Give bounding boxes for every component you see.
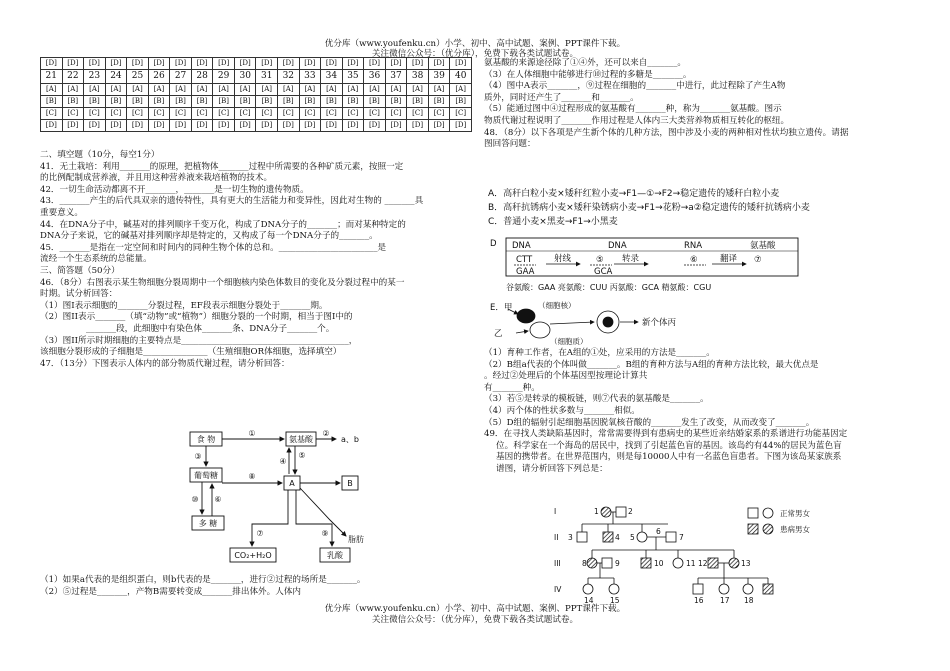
grid-option: [A] — [127, 84, 149, 96]
fig-ctt: CTT — [516, 255, 533, 265]
grid-option: [C] — [342, 108, 364, 120]
grid-option: [B] — [41, 96, 63, 108]
grid-option: [C] — [278, 108, 300, 120]
grid-number: 28 — [191, 70, 213, 84]
grid-option: [C] — [127, 108, 149, 120]
grid-cell: [D] — [84, 58, 106, 70]
q48-sub3: （3）若⑤是转录的模板链，则⑦代表的氨基酸是_______。 — [484, 394, 709, 405]
legend-normal: 正常男女 — [780, 509, 810, 518]
gen-III: III — [554, 559, 561, 568]
grid-option: [D] — [256, 120, 278, 132]
grid-option: [C] — [105, 108, 127, 120]
fig-dna-1: DNA — [512, 241, 531, 251]
q46-sub3-line1: （3）图II所示时期细胞的主要特点是_______________________________________， — [40, 335, 358, 346]
grid-cell: [D] — [321, 58, 343, 70]
label-4: ④ — [279, 457, 287, 466]
metabolism-diagram — [170, 424, 370, 584]
grid-number: 31 — [256, 70, 278, 84]
grid-cell: [D] — [148, 58, 170, 70]
label-1: ① — [248, 429, 256, 438]
fig-cytoplasm: （细胞质） — [550, 337, 588, 346]
grid-option: [D] — [191, 120, 213, 132]
q49-line4: 谱图，请分析回答下列总是： — [496, 463, 608, 474]
gen-II: II — [554, 533, 559, 542]
grid-option: [D] — [385, 120, 407, 132]
q47-cont: 氨基酸的来源途径除了①④外，还可以来自_______。 — [484, 58, 686, 68]
grid-number: 36 — [364, 70, 386, 84]
q48-sub2-line3: 有_______种。 — [484, 382, 540, 393]
grid-number: 22 — [62, 70, 84, 84]
id-18: 18 — [744, 596, 754, 605]
header-line-2: 关注微信公众号：（优分库），免费下载各类试题试卷。 — [371, 49, 579, 59]
grid-option: [C] — [148, 108, 170, 120]
id-7: 7 — [679, 533, 684, 542]
q44-line2: DNA分子来说，它的碱基对排列顺序却是特定的，又构成了每一个DNA分子的_______。 — [40, 231, 378, 242]
grid-cell: [D] — [342, 58, 364, 70]
grid-option: [C] — [62, 108, 84, 120]
grid-number: 33 — [299, 70, 321, 84]
grid-cell: [D] — [213, 58, 235, 70]
id-5: 5 — [630, 533, 635, 542]
grid-option: [D] — [278, 120, 300, 132]
grid-cell: [D] — [299, 58, 321, 70]
grid-option: [B] — [170, 96, 192, 108]
q46-sub1: （1）图I表示细胞的_______分裂过程，EF段表示细胞分裂处于_______期。 — [40, 300, 328, 311]
fig-nucleus: （细胞核） — [538, 301, 576, 310]
grid-option: [A] — [364, 84, 386, 96]
grid-option: [A] — [342, 84, 364, 96]
label-7: ⑦ — [256, 529, 264, 538]
grid-option: [A] — [213, 84, 235, 96]
fig-aa: 氨基酸 — [750, 241, 776, 251]
answer-grid-option-c — [41, 108, 472, 120]
grid-option: [A] — [450, 84, 472, 96]
grid-option: [B] — [191, 96, 213, 108]
id-10: 10 — [654, 559, 664, 568]
footer-line-2: 关注微信公众号：（优分库），免费下载各类试题试卷。 — [371, 615, 579, 625]
grid-cell: [D] — [428, 58, 450, 70]
q46-sub2-line1: （2）图II表示_______（填“动物”或“植物”）细胞分裂的一个时期，相当于图I中的 — [40, 312, 353, 323]
grid-option: [A] — [256, 84, 278, 96]
grid-option: [B] — [385, 96, 407, 108]
grid-option: [C] — [213, 108, 235, 120]
grid-option: [A] — [299, 84, 321, 96]
node-A: A — [289, 479, 295, 488]
grid-option: [A] — [41, 84, 63, 96]
q47-sub5-line1: （5）能通过图中④过程形成的氨基酸有_______种，称为_______氨基酸。图示 — [484, 104, 782, 115]
fig-c5: ⑤ — [596, 255, 604, 265]
fig-c7: ⑦ — [754, 255, 762, 265]
grid-option: [D] — [428, 120, 450, 132]
gene-expression-figure — [488, 232, 808, 350]
grid-option: [B] — [84, 96, 106, 108]
grid-cell: [D] — [407, 58, 429, 70]
right-column-lower — [484, 348, 912, 476]
grid-number: 29 — [213, 70, 235, 84]
grid-option: [D] — [234, 120, 256, 132]
grid-cell: [D] — [191, 58, 213, 70]
id-12: 12 — [698, 559, 708, 568]
q41-line2: 的比例配制成营养液，并且用这种营养液来栽培植物的技术。 — [40, 173, 273, 184]
node-fat: 脂肪 — [348, 535, 364, 544]
q46-line2: 时期。试分析回答： — [40, 289, 118, 300]
section2-title: 二、填空题（10分，每空1分） — [40, 150, 160, 160]
grid-option: [B] — [299, 96, 321, 108]
grid-option: [B] — [256, 96, 278, 108]
fig-translate: 翻译 — [720, 254, 738, 264]
node-glucose: 葡萄糖 — [194, 471, 218, 480]
grid-option: [B] — [234, 96, 256, 108]
grid-number: 24 — [105, 70, 127, 84]
grid-option: [A] — [191, 84, 213, 96]
id-4: 4 — [615, 533, 620, 542]
grid-cell: [D] — [385, 58, 407, 70]
q46-line1: 46．（8分）右图表示某生物细胞分裂周期中一个细胞核内染色体数目的变化及分裂过程中的某一 — [40, 277, 405, 288]
grid-option: [B] — [407, 96, 429, 108]
grid-option: [D] — [127, 120, 149, 132]
fig-new-individual: 新个体丙 — [642, 318, 677, 328]
grid-option: [C] — [299, 108, 321, 120]
grid-option: [A] — [62, 84, 84, 96]
legend-affected: 患病男女 — [780, 525, 810, 534]
grid-number: 40 — [450, 70, 472, 84]
grid-number: 35 — [342, 70, 364, 84]
breeding-C: C．普通小麦×黑麦→F1→小黑麦 — [488, 217, 618, 227]
label-10: ⑩ — [191, 495, 199, 504]
grid-number: 21 — [41, 70, 63, 84]
grid-cell: [D] — [170, 58, 192, 70]
q48-sub5: （5）D组的辐射引起细胞基因脱氧核苷酸的_______发生了改变，从而改变了_______。 — [484, 417, 815, 428]
q46-sub3-line2: 该细胞分裂形成的子细胞是_______________（生殖细胞OR体细胞，选择填空） — [40, 347, 342, 358]
grid-cell: [D] — [450, 58, 472, 70]
grid-option: [B] — [428, 96, 450, 108]
grid-option: [B] — [213, 96, 235, 108]
grid-option: [B] — [321, 96, 343, 108]
grid-option: [B] — [148, 96, 170, 108]
answer-grid-top-row — [41, 58, 472, 70]
q47-sub4-line2: 质外，同时还产生了_______和_______。 — [484, 92, 639, 103]
fig-transcribe: 转录 — [622, 254, 640, 264]
label-8: ⑧ — [248, 472, 256, 481]
grid-cell: [D] — [234, 58, 256, 70]
q41-line1: 41．无土栽培：利用_______的原理，把植物体_______过程中所需要的各种矿质元素，按照一定 — [40, 161, 404, 172]
id-13: 13 — [741, 559, 751, 568]
id-17: 17 — [720, 596, 730, 605]
grid-option: [C] — [364, 108, 386, 120]
fig-gaa: GAA — [516, 267, 535, 277]
grid-option: [C] — [170, 108, 192, 120]
gen-I: I — [554, 507, 557, 516]
node-food: 食 物 — [196, 435, 216, 444]
q48-line1: 48．（8分）以下各项是产生新个体的几种方法，图中涉及小麦的两种相对性状均独立遗传。请据 — [484, 127, 849, 138]
grid-option: [D] — [170, 120, 192, 132]
fig-D-label: D — [490, 239, 497, 249]
grid-option: [A] — [321, 84, 343, 96]
id-6: 6 — [656, 527, 661, 536]
q47-sub2: （2）⑤过程是_______，产物B需要转变成_______排出体外。人体内 — [40, 586, 302, 597]
grid-number: 23 — [84, 70, 106, 84]
grid-option: [D] — [364, 120, 386, 132]
node-lactic: 乳酸 — [327, 551, 343, 560]
answer-grid-numbers — [41, 70, 472, 84]
grid-cell: [D] — [41, 58, 63, 70]
grid-option: [B] — [62, 96, 84, 108]
fig-codon-table: 谷氨酸：GAA 亮氨酸：CUU 丙氨酸：GCA 精氨酸：CGU — [506, 283, 712, 292]
answer-grid-option-a — [41, 84, 472, 96]
grid-option: [C] — [321, 108, 343, 120]
grid-cell: [D] — [105, 58, 127, 70]
grid-option: [B] — [342, 96, 364, 108]
left-column — [40, 150, 472, 370]
grid-cell: [D] — [278, 58, 300, 70]
right-column-top — [484, 58, 912, 151]
grid-number: 39 — [428, 70, 450, 84]
q49-line1: 49．在寻找人类缺陷基因时，常常需要得到有患病史的某些近亲结婚家系的系谱进行功能基因定 — [484, 429, 848, 440]
grid-option: [B] — [105, 96, 127, 108]
fig-gca: GCA — [594, 267, 613, 277]
fig-E-jia: E．甲 — [490, 303, 513, 313]
grid-option: [D] — [62, 120, 84, 132]
grid-option: [D] — [321, 120, 343, 132]
grid-option: [A] — [278, 84, 300, 96]
q48-sub1: （1）育种工作者，在A组的①处，应采用的方法是_______。 — [484, 348, 715, 358]
id-2: 2 — [628, 507, 633, 516]
id-8: 8 — [582, 559, 587, 568]
answer-grid — [40, 57, 472, 132]
id-11: 11 — [686, 559, 696, 568]
grid-option: [D] — [41, 120, 63, 132]
q47-sub5-line2: 物质代谢过程说明了_______作用过程是人体内三大类营养物质相互转化的枢纽。 — [484, 115, 790, 126]
grid-number: 30 — [234, 70, 256, 84]
q48-sub2-line1: （2）B组a代表的个体叫做_______。B组的育种方法与A组的育种方法比较，最大优点是 — [484, 359, 819, 370]
grid-number: 25 — [127, 70, 149, 84]
q46-sub2-line2: _______段，此细胞中有染色体_______条、DNA分子_______个。 — [86, 323, 335, 334]
label-5: ⑤ — [298, 451, 306, 460]
pedigree-chart — [548, 500, 848, 608]
grid-number: 34 — [321, 70, 343, 84]
grid-option: [A] — [234, 84, 256, 96]
q47-sub3: （3）在人体细胞中能够进行⑩过程的多糖是_______。 — [484, 69, 692, 80]
id-1: 1 — [594, 507, 599, 516]
grid-number: 27 — [170, 70, 192, 84]
grid-option: [A] — [385, 84, 407, 96]
q42: 42．一切生命活动都离不开_______，_______是一切生物的遗传物质。 — [40, 184, 309, 195]
answer-grid-option-d — [41, 120, 472, 132]
grid-option: [C] — [84, 108, 106, 120]
fig-c6: ⑥ — [690, 255, 698, 265]
fig-dna-2: DNA — [608, 241, 627, 251]
grid-option: [D] — [105, 120, 127, 132]
gen-IV: IV — [554, 585, 562, 594]
grid-number: 37 — [385, 70, 407, 84]
grid-option: [A] — [407, 84, 429, 96]
grid-option: [A] — [428, 84, 450, 96]
q49-line2: 位。科学家在一个海岛的居民中，找到了引起蓝色盲的基因。该岛约有44%的居民为蓝色盲 — [496, 440, 842, 451]
grid-number: 38 — [407, 70, 429, 84]
answer-grid-option-b — [41, 96, 472, 108]
grid-option: [D] — [148, 120, 170, 132]
grid-option: [D] — [450, 120, 472, 132]
breeding-figure — [488, 187, 908, 229]
grid-option: [D] — [84, 120, 106, 132]
grid-option: [D] — [407, 120, 429, 132]
q43-line2: 重要意义。 — [40, 207, 83, 218]
grid-option: [A] — [148, 84, 170, 96]
grid-option: [C] — [385, 108, 407, 120]
fig-copy: 射线 — [554, 254, 572, 264]
grid-option: [C] — [450, 108, 472, 120]
id-9: 9 — [615, 559, 620, 568]
grid-number: 26 — [148, 70, 170, 84]
grid-option: [A] — [84, 84, 106, 96]
label-6: ⑥ — [214, 495, 222, 504]
label-2: ② — [322, 429, 330, 438]
grid-option: [C] — [256, 108, 278, 120]
node-amino-acid: 氨基酸 — [289, 435, 313, 444]
fig-rna: RNA — [684, 241, 703, 251]
q47-sub4-line1: （4）图中A表示_______，⑨过程在细胞的_______中进行，此过程除了产生A物 — [484, 81, 786, 92]
q49-line3: 基因的携带者。在世界范围内，则是每10000人中有一名蓝色盲患者。下图为该岛某家族系 — [496, 452, 842, 463]
label-9: ⑨ — [321, 529, 329, 538]
grid-cell: [D] — [127, 58, 149, 70]
grid-cell: [D] — [62, 58, 84, 70]
footer-line-1: 优分库（www.youfenku.cn）小学、初中、高中试题、案例、PPT课件下载。 — [324, 604, 626, 614]
id-15: 15 — [610, 596, 620, 605]
id-16: 16 — [694, 596, 704, 605]
grid-number: 32 — [278, 70, 300, 84]
grid-cell: [D] — [364, 58, 386, 70]
grid-option: [C] — [428, 108, 450, 120]
q45-line2: 流经一个生态系统的总能量。 — [40, 254, 152, 265]
q45-line1: 45．_______是指在一定空间和时间内的同种生物个体的总和。_______________________是 — [40, 242, 387, 253]
q44-line1: 44．在DNA分子中，碱基对的排列顺序千变万化，构成了DNA分子的_______；而对某种特定的 — [40, 219, 406, 230]
grid-option: [B] — [278, 96, 300, 108]
q48-line2: 图回答问题： — [484, 139, 536, 150]
node-B: B — [347, 479, 353, 488]
grid-option: [C] — [407, 108, 429, 120]
grid-option: [B] — [450, 96, 472, 108]
grid-option: [A] — [170, 84, 192, 96]
grid-cell: [D] — [256, 58, 278, 70]
id-3: 3 — [568, 533, 573, 542]
fig-yi: 乙 — [494, 329, 503, 339]
node-ab: a、b — [341, 435, 359, 444]
q47-subquestions — [40, 575, 472, 598]
grid-option: [D] — [213, 120, 235, 132]
breeding-B: B．高秆抗锈病小麦×矮秆染锈病小麦→F1→花粉→a②稳定遗传的矮秆抗锈病小麦 — [488, 203, 810, 213]
grid-option: [B] — [127, 96, 149, 108]
node-co2-h2o: CO₂+H₂O — [234, 551, 272, 560]
grid-option: [C] — [191, 108, 213, 120]
q43-line1: 43．_______产生的后代具双亲的遗传特性，具有更大的生活能力和变异性，因此对生物的 _______具 — [40, 196, 424, 207]
node-polysaccharide: 多 糖 — [198, 519, 218, 528]
id-14: 14 — [584, 596, 594, 605]
grid-option: [C] — [234, 108, 256, 120]
q48-sub2-line2: 。经过②处理后的个体基因型按理论计算共 — [484, 371, 648, 382]
grid-option: [B] — [364, 96, 386, 108]
label-3: ③ — [194, 452, 202, 461]
section3-title: 三、简答题（50分） — [40, 265, 120, 276]
grid-option: [C] — [41, 108, 63, 120]
header-line-1: 优分库（www.youfenku.cn）小学、初中、高中试题、案例、PPT课件下载。 — [324, 39, 626, 49]
grid-option: [D] — [299, 120, 321, 132]
q47-sub1: （1）如果a代表的是组织蛋白，则b代表的是_______，进行②过程的场所是_______。 — [40, 575, 366, 585]
grid-option: [A] — [105, 84, 127, 96]
breeding-A: A．高秆白粒小麦×矮秆红粒小麦→F1—①→F2→稳定遗传的矮秆白粒小麦 — [488, 189, 780, 199]
q48-sub4: （4）丙个体的性状多数与_______相似。 — [484, 405, 640, 416]
q47-title: 47．（13分）下图表示人体内的部分物质代谢过程，请分析回答： — [40, 358, 290, 369]
grid-option: [D] — [342, 120, 364, 132]
